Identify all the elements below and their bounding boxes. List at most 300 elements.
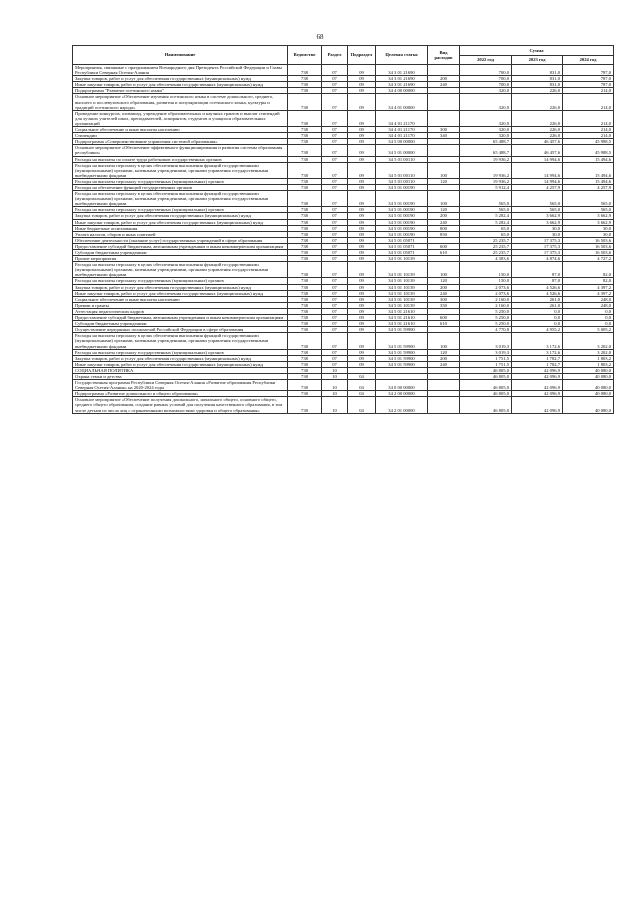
cell-section: 07 xyxy=(322,213,348,219)
table-row xyxy=(73,380,614,391)
cell-name: Расходы на выплаты персоналу в целях обеспечения выполнения функций государственными (муниципальными) органами, казенными учреждениями, органами управления государственными внебюджетными фондами xyxy=(73,262,288,278)
cell-ministry: 738 xyxy=(288,184,322,190)
cell-name: Расходы на выплаты персоналу в целях обеспечения выполнения функций государственными (муниципальными) органами, казенными учреждениями, органами управления государственными внебюджетными фондами xyxy=(73,162,288,178)
cell-sum-2023: 226,0 xyxy=(512,133,563,139)
cell-ministry: 738 xyxy=(288,278,322,284)
cell-target: 34 5 01 21610 xyxy=(376,315,428,321)
cell-sum-2024: 248,0 xyxy=(563,302,614,308)
cell-target: 34 5 01 00190 xyxy=(376,184,428,190)
cell-target: 34 5 01 00110 xyxy=(376,162,428,178)
cell-expense-type: 120 xyxy=(428,349,460,355)
cell-sum-2022: 2 160,0 xyxy=(460,302,512,308)
cell-section: 07 xyxy=(322,76,348,82)
cell-sum-2024: 565,0 xyxy=(563,207,614,213)
cell-target: 34 5 01 59900 xyxy=(376,355,428,361)
cell-subsection: 09 xyxy=(348,156,376,162)
cell-subsection: 09 xyxy=(348,133,376,139)
cell-sum-2022: 4 383,6 xyxy=(460,256,512,262)
cell-name: Мероприятия, связанные с празднованием Всенародного дня Президента Российской Федерации и Главы Республики Северная Осетия-Алания xyxy=(73,65,288,76)
cell-name: Субсидии бюджетным учреждениям xyxy=(73,250,288,256)
cell-subsection: 09 xyxy=(348,361,376,367)
table-row xyxy=(73,110,614,126)
cell-target: 34 5 01 10139 xyxy=(376,302,428,308)
cell-ministry: 738 xyxy=(288,349,322,355)
table-row xyxy=(73,262,614,278)
cell-ministry: 738 xyxy=(288,178,322,184)
cell-subsection: 09 xyxy=(348,213,376,219)
cell-subsection: 09 xyxy=(348,191,376,207)
cell-name: Иные бюджетные ассигнования xyxy=(73,225,288,231)
cell-section: 10 xyxy=(322,380,348,391)
cell-expense-type: 200 xyxy=(428,284,460,290)
header-target: Целевая статья xyxy=(376,46,428,65)
cell-subsection: 04 xyxy=(348,380,376,391)
cell-expense-type: 850 xyxy=(428,231,460,237)
cell-section: 07 xyxy=(322,278,348,284)
cell-target: 34 5 01 00190 xyxy=(376,207,428,213)
cell-sum-2022: 65,0 xyxy=(460,225,512,231)
cell-subsection: 09 xyxy=(348,237,376,243)
cell-sum-2024: 0,0 xyxy=(563,321,614,327)
cell-target: 34 5 01 05071 xyxy=(376,243,428,249)
cell-subsection: 09 xyxy=(348,321,376,327)
cell-ministry: 738 xyxy=(288,355,322,361)
cell-sum-2024: 3 662,9 xyxy=(563,219,614,225)
cell-sum-2024: 3 202,0 xyxy=(563,333,614,349)
cell-ministry: 738 xyxy=(288,65,322,76)
table-row xyxy=(73,65,614,76)
cell-target: 34 5 01 59900 xyxy=(376,327,428,333)
cell-expense-type: 120 xyxy=(428,178,460,184)
cell-ministry: 738 xyxy=(288,367,322,373)
cell-section: 07 xyxy=(322,82,348,88)
cell-ministry: 738 xyxy=(288,191,322,207)
cell-subsection: 09 xyxy=(348,162,376,178)
cell-subsection: 09 xyxy=(348,256,376,262)
cell-section: 07 xyxy=(322,355,348,361)
cell-ministry: 738 xyxy=(288,110,322,126)
cell-sum-2024: 16 503,6 xyxy=(563,250,614,256)
cell-sum-2023: 226,0 xyxy=(512,94,563,110)
cell-name: Социальное обеспечение и иные выплаты населению xyxy=(73,296,288,302)
cell-sum-2024: 4 397,2 xyxy=(563,284,614,290)
cell-subsection: 09 xyxy=(348,207,376,213)
cell-ministry: 738 xyxy=(288,397,322,413)
cell-target: 34 5 01 00110 xyxy=(376,156,428,162)
cell-sum-2024: 30,0 xyxy=(563,231,614,237)
cell-ministry: 738 xyxy=(288,231,322,237)
cell-subsection: 09 xyxy=(348,145,376,156)
cell-sum-2023: 226,0 xyxy=(512,110,563,126)
cell-section: 07 xyxy=(322,290,348,296)
cell-sum-2024: 248,0 xyxy=(563,296,614,302)
cell-sum-2022: 5 282,4 xyxy=(460,219,512,225)
cell-ministry: 738 xyxy=(288,162,322,178)
cell-sum-2023: 1 782,7 xyxy=(512,361,563,367)
cell-name: Обеспечение деятельности (оказание услуг) государственных учреждений в сфере образования xyxy=(73,237,288,243)
cell-name: Основное мероприятие «Обеспечение изучения осетинского языка в системе дошкольного, среднего, высшего и послевузовского образования, развития и популяризации осетинского языка, культуры и традиций осетинского народа» xyxy=(73,94,288,110)
cell-ministry: 738 xyxy=(288,88,322,94)
cell-name: Закупка товаров, работ и услуг для обеспечения государственных (муниципальных) нужд xyxy=(73,355,288,361)
cell-section: 07 xyxy=(322,191,348,207)
cell-sum-2024: 214,0 xyxy=(563,127,614,133)
cell-ministry: 738 xyxy=(288,290,322,296)
cell-sum-2023: 4 526,6 xyxy=(512,290,563,296)
cell-sum-2023: 30,0 xyxy=(512,231,563,237)
cell-subsection: 09 xyxy=(348,296,376,302)
cell-expense-type: 200 xyxy=(428,355,460,361)
cell-sum-2023: 14 994,6 xyxy=(512,162,563,178)
cell-expense-type: 600 xyxy=(428,243,460,249)
cell-section: 07 xyxy=(322,302,348,308)
cell-name: Подпрограмма "Развитие осетинского языка" xyxy=(73,88,288,94)
cell-sum-2022: 5 250,0 xyxy=(460,315,512,321)
cell-sum-2023: 3 172,6 xyxy=(512,349,563,355)
header-ministry: Ведомство xyxy=(288,46,322,65)
cell-sum-2022: 19 936,2 xyxy=(460,162,512,178)
cell-subsection: 09 xyxy=(348,262,376,278)
cell-target: 34 2 00 00000 xyxy=(376,391,428,397)
cell-target: 34 5 01 10139 xyxy=(376,262,428,278)
cell-sum-2023: 42 096,9 xyxy=(512,391,563,397)
table-row xyxy=(73,191,614,207)
cell-sum-2022: 4 770,8 xyxy=(460,327,512,333)
cell-name: Иные закупки товаров, работ и услуг для обеспечения государственных (муниципальных) нужд xyxy=(73,82,288,88)
cell-ministry: 738 xyxy=(288,127,322,133)
cell-name: Основное мероприятие «Обеспечение эффективного функционирования и развития системы образования республики» xyxy=(73,145,288,156)
cell-section: 10 xyxy=(322,397,348,413)
cell-expense-type: 240 xyxy=(428,290,460,296)
cell-subsection: 09 xyxy=(348,110,376,126)
cell-expense-type: 200 xyxy=(428,213,460,219)
cell-sum-2024: 3 662,9 xyxy=(563,213,614,219)
cell-sum-2023: 4 955,2 xyxy=(512,327,563,333)
cell-target: 34 4 01 00000 xyxy=(376,94,428,110)
header-year-2024: 2024 год xyxy=(563,56,614,65)
cell-target: 34 4 01 21170 xyxy=(376,110,428,126)
cell-name: Расходы на выплаты персоналу в целях обеспечения выполнения функций государственными (муниципальными) органами, казенными учреждениями, органами управления государственными внебюджетными фондами xyxy=(73,191,288,207)
cell-sum-2024: 15 494,6 xyxy=(563,156,614,162)
cell-target: 34 4 01 21170 xyxy=(376,127,428,133)
cell-subsection: 04 xyxy=(348,397,376,413)
page-number: 68 xyxy=(316,33,324,41)
cell-subsection: 09 xyxy=(348,327,376,333)
cell-target: 34 5 01 05071 xyxy=(376,237,428,243)
cell-subsection: 09 xyxy=(348,315,376,321)
cell-sum-2023: 42 096,9 xyxy=(512,380,563,391)
cell-sum-2022: 3 019,3 xyxy=(460,349,512,355)
cell-sum-2023: 831,0 xyxy=(512,82,563,88)
cell-expense-type xyxy=(428,397,460,413)
cell-sum-2023: 4 257,9 xyxy=(512,184,563,190)
cell-sum-2024: 4 397,2 xyxy=(563,290,614,296)
cell-target: 34 5 01 00190 xyxy=(376,191,428,207)
cell-name: Прочие мероприятия xyxy=(73,256,288,262)
cell-sum-2024: 45 988,5 xyxy=(563,145,614,156)
cell-section: 07 xyxy=(322,262,348,278)
cell-sum-2023: 17 375,3 xyxy=(512,250,563,256)
cell-sum-2024: 15 494,6 xyxy=(563,178,614,184)
cell-subsection: 09 xyxy=(348,349,376,355)
cell-sum-2024: 0,0 xyxy=(563,315,614,321)
cell-sum-2022: 5 250,0 xyxy=(460,321,512,327)
cell-name: Подпрограмма «Развитие дошкольного и общего образования» xyxy=(73,391,288,397)
cell-name: Иные закупки товаров, работ и услуг для обеспечения государственных (муниципальных) нужд xyxy=(73,361,288,367)
cell-subsection: 09 xyxy=(348,225,376,231)
cell-sum-2023: 17 375,3 xyxy=(512,237,563,243)
cell-subsection: 09 xyxy=(348,219,376,225)
cell-expense-type xyxy=(428,145,460,156)
cell-subsection: 09 xyxy=(348,65,376,76)
cell-sum-2022: 5 912,4 xyxy=(460,184,512,190)
cell-sum-2023: 831,0 xyxy=(512,65,563,76)
cell-ministry: 738 xyxy=(288,82,322,88)
cell-section: 07 xyxy=(322,178,348,184)
cell-sum-2023: 3 662,9 xyxy=(512,219,563,225)
cell-target: 34 4 01 21170 xyxy=(376,133,428,139)
cell-target: 34 5 01 10139 xyxy=(376,256,428,262)
cell-sum-2022: 46 805,0 xyxy=(460,367,512,373)
cell-target: 34 5 01 00110 xyxy=(376,178,428,184)
cell-name: Социальное обеспечение и иные выплаты населению xyxy=(73,127,288,133)
cell-name: Уплата налогов, сборов и иных платежей xyxy=(73,231,288,237)
cell-ministry: 738 xyxy=(288,321,322,327)
cell-target: 34 3 01 21690 xyxy=(376,76,428,82)
cell-ministry: 738 xyxy=(288,219,322,225)
cell-sum-2023: 4 874,6 xyxy=(512,256,563,262)
cell-ministry: 738 xyxy=(288,302,322,308)
cell-expense-type: 100 xyxy=(428,262,460,278)
cell-target: 34 5 01 21610 xyxy=(376,308,428,314)
cell-ministry: 738 xyxy=(288,380,322,391)
cell-ministry: 738 xyxy=(288,296,322,302)
cell-sum-2023: 87,0 xyxy=(512,278,563,284)
cell-sum-2024: 16 503,6 xyxy=(563,237,614,243)
cell-sum-2024: 40 080,0 xyxy=(563,397,614,413)
cell-ministry: 738 xyxy=(288,225,322,231)
cell-sum-2024: 5 005,2 xyxy=(563,327,614,333)
table-header xyxy=(73,46,614,65)
cell-section: 07 xyxy=(322,296,348,302)
cell-sum-2022: 65 488,7 xyxy=(460,139,512,145)
cell-name: Расходы на обеспечение функций государственных органов xyxy=(73,184,288,190)
cell-subsection: 09 xyxy=(348,94,376,110)
cell-expense-type: 800 xyxy=(428,225,460,231)
cell-section: 07 xyxy=(322,256,348,262)
header-year-2023: 2023 год xyxy=(512,56,563,65)
cell-target: 34 5 01 59900 xyxy=(376,361,428,367)
cell-expense-type: 240 xyxy=(428,361,460,367)
cell-section: 07 xyxy=(322,243,348,249)
cell-sum-2023: 46 457,6 xyxy=(512,145,563,156)
cell-sum-2023: 226,0 xyxy=(512,88,563,94)
cell-section: 07 xyxy=(322,133,348,139)
cell-expense-type xyxy=(428,94,460,110)
cell-sum-2024: 40 080,0 xyxy=(563,367,614,373)
cell-section: 07 xyxy=(322,308,348,314)
cell-sum-2024: 787,0 xyxy=(563,76,614,82)
cell-subsection: 09 xyxy=(348,184,376,190)
header-year-2022: 2022 год xyxy=(460,56,512,65)
cell-sum-2023: 1 782,7 xyxy=(512,355,563,361)
cell-sum-2024: 40 080,0 xyxy=(563,373,614,379)
cell-sum-2023: 30,0 xyxy=(512,225,563,231)
cell-sum-2023: 46 457,6 xyxy=(512,139,563,145)
cell-target: 34 5 01 21610 xyxy=(376,321,428,327)
cell-ministry: 738 xyxy=(288,361,322,367)
cell-subsection: 04 xyxy=(348,391,376,397)
cell-sum-2024: 4 257,9 xyxy=(563,184,614,190)
cell-sum-2022: 25 235,7 xyxy=(460,243,512,249)
cell-subsection: 04 xyxy=(348,373,376,379)
cell-sum-2024: 214,0 xyxy=(563,133,614,139)
cell-sum-2023: 261,0 xyxy=(512,302,563,308)
cell-ministry: 738 xyxy=(288,256,322,262)
cell-name: Расходы на выплаты персоналу государственных (муниципальных) органов xyxy=(73,178,288,184)
cell-subsection: 09 xyxy=(348,278,376,284)
cell-section: 07 xyxy=(322,315,348,321)
cell-sum-2023: 565,0 xyxy=(512,191,563,207)
cell-expense-type: 100 xyxy=(428,191,460,207)
cell-expense-type xyxy=(428,65,460,76)
cell-ministry: 738 xyxy=(288,327,322,333)
cell-sum-2022: 46 805,0 xyxy=(460,373,512,379)
cell-subsection: 09 xyxy=(348,250,376,256)
cell-sum-2022: 65,0 xyxy=(460,231,512,237)
cell-sum-2023: 14 994,6 xyxy=(512,156,563,162)
cell-sum-2022: 320,0 xyxy=(460,94,512,110)
cell-sum-2024: 214,0 xyxy=(563,88,614,94)
cell-sum-2022: 46 805,0 xyxy=(460,397,512,413)
cell-section: 07 xyxy=(322,327,348,333)
cell-ministry: 738 xyxy=(288,76,322,82)
cell-name: Государственная программа Республики Северная Осетия-Алания «Развитие образования Республики Северная Осетия-Алания» на 2020-2024 годы xyxy=(73,380,288,391)
cell-sum-2022: 320,0 xyxy=(460,88,512,94)
cell-ministry: 738 xyxy=(288,145,322,156)
cell-section: 10 xyxy=(322,391,348,397)
budget-table xyxy=(72,45,614,414)
cell-sum-2022: 25 235,7 xyxy=(460,250,512,256)
cell-ministry: 738 xyxy=(288,156,322,162)
cell-section: 07 xyxy=(322,349,348,355)
cell-name: Предоставление субсидий бюджетным, автономным учреждениям и иным некоммерческим организациям xyxy=(73,243,288,249)
cell-name: Подпрограмма «Совершенствование управления системой образования» xyxy=(73,139,288,145)
cell-sum-2023: 42 096,9 xyxy=(512,367,563,373)
cell-target: 34 5 01 10139 xyxy=(376,284,428,290)
table-row xyxy=(73,333,614,349)
cell-sum-2022: 700,0 xyxy=(460,65,512,76)
cell-ministry: 738 xyxy=(288,133,322,139)
cell-name: Охрана семьи и детства xyxy=(73,373,288,379)
cell-section: 07 xyxy=(322,184,348,190)
cell-sum-2024: 40 080,0 xyxy=(563,380,614,391)
cell-section: 07 xyxy=(322,65,348,76)
cell-section: 07 xyxy=(322,219,348,225)
cell-section: 07 xyxy=(322,127,348,133)
cell-name: Основное мероприятие «Обеспечение получения дошкольного, начального общего, основного общего, среднего общего образования, создание равных условий для получения качественного образования, в том числе детьми из числа лиц с ограниченными возможностями здоровья и общего образования» xyxy=(73,397,288,413)
cell-section: 10 xyxy=(322,367,348,373)
cell-sum-2024: 4 727,2 xyxy=(563,256,614,262)
cell-sum-2024: 787,0 xyxy=(563,65,614,76)
cell-name: Закупка товаров, работ и услуг для обеспечения государственных (муниципальных) нужд xyxy=(73,76,288,82)
cell-sum-2023: 42 096,9 xyxy=(512,397,563,413)
cell-ministry: 738 xyxy=(288,284,322,290)
cell-name: Субсидии бюджетным учреждениям xyxy=(73,321,288,327)
cell-target: 34 5 01 10139 xyxy=(376,290,428,296)
cell-sum-2024: 0,0 xyxy=(563,308,614,314)
cell-expense-type: 610 xyxy=(428,321,460,327)
cell-sum-2022: 65 488,7 xyxy=(460,145,512,156)
cell-sum-2023: 3 172,6 xyxy=(512,333,563,349)
table-row xyxy=(73,162,614,178)
cell-ministry: 738 xyxy=(288,250,322,256)
cell-name: СОЦИАЛЬНАЯ ПОЛИТИКА xyxy=(73,367,288,373)
cell-sum-2024: 214,0 xyxy=(563,110,614,126)
cell-sum-2023: 0,0 xyxy=(512,308,563,314)
cell-sum-2023: 0,0 xyxy=(512,315,563,321)
cell-name: Закупка товаров, работ и услуг для обеспечения государственных (муниципальных) нужд xyxy=(73,284,288,290)
cell-sum-2023: 3 662,9 xyxy=(512,213,563,219)
cell-sum-2022: 46 805,0 xyxy=(460,391,512,397)
cell-section: 07 xyxy=(322,361,348,367)
cell-target: 34 5 01 59900 xyxy=(376,333,428,349)
cell-expense-type: 240 xyxy=(428,82,460,88)
cell-name: Предоставление субсидий бюджетным, автономным учреждениям и иным некоммерческим организациям xyxy=(73,315,288,321)
cell-sum-2023: 261,0 xyxy=(512,296,563,302)
cell-name: Расходы на выплаты по оплате труда работников государственных органов xyxy=(73,156,288,162)
cell-subsection: 09 xyxy=(348,88,376,94)
cell-sum-2024: 30,0 xyxy=(563,225,614,231)
cell-sum-2022: 2 160,0 xyxy=(460,296,512,302)
cell-target: 34 5 00 00000 xyxy=(376,139,428,145)
cell-sum-2024: 1 803,2 xyxy=(563,355,614,361)
cell-sum-2024: 45 988,5 xyxy=(563,139,614,145)
cell-sum-2023: 565,0 xyxy=(512,207,563,213)
header-expense-type: Вид расходов xyxy=(428,46,460,65)
cell-ministry: 738 xyxy=(288,207,322,213)
cell-subsection: 09 xyxy=(348,76,376,82)
cell-target: 34 5 01 10139 xyxy=(376,296,428,302)
cell-ministry: 738 xyxy=(288,213,322,219)
cell-expense-type: 100 xyxy=(428,162,460,178)
cell-sum-2022: 565,0 xyxy=(460,191,512,207)
cell-sum-2024: 40 080,0 xyxy=(563,391,614,397)
cell-sum-2022: 25 235,7 xyxy=(460,237,512,243)
cell-expense-type xyxy=(428,110,460,126)
cell-subsection: 09 xyxy=(348,302,376,308)
cell-subsection: 09 xyxy=(348,243,376,249)
cell-name: Расходы на выплаты персоналу государственных (муниципальных) органов xyxy=(73,349,288,355)
cell-section: 07 xyxy=(322,333,348,349)
cell-sum-2023: 42 096,9 xyxy=(512,373,563,379)
cell-ministry: 738 xyxy=(288,243,322,249)
cell-section: 07 xyxy=(322,110,348,126)
cell-target: 34 0 00 00000 xyxy=(376,380,428,391)
cell-name: Закупка товаров, работ и услуг для обеспечения государственных (муниципальных) нужд xyxy=(73,213,288,219)
table-row xyxy=(73,145,614,156)
cell-sum-2023: 17 375,3 xyxy=(512,243,563,249)
cell-sum-2023: 831,0 xyxy=(512,76,563,82)
cell-sum-2022: 150,0 xyxy=(460,262,512,278)
header-sum: Сумма xyxy=(460,46,614,56)
cell-section: 07 xyxy=(322,231,348,237)
cell-sum-2022: 320,0 xyxy=(460,127,512,133)
cell-target: 34 3 01 21690 xyxy=(376,82,428,88)
cell-sum-2023: 226,0 xyxy=(512,127,563,133)
cell-sum-2024: 214,0 xyxy=(563,94,614,110)
cell-subsection: 09 xyxy=(348,139,376,145)
cell-sum-2022: 3 019,3 xyxy=(460,333,512,349)
